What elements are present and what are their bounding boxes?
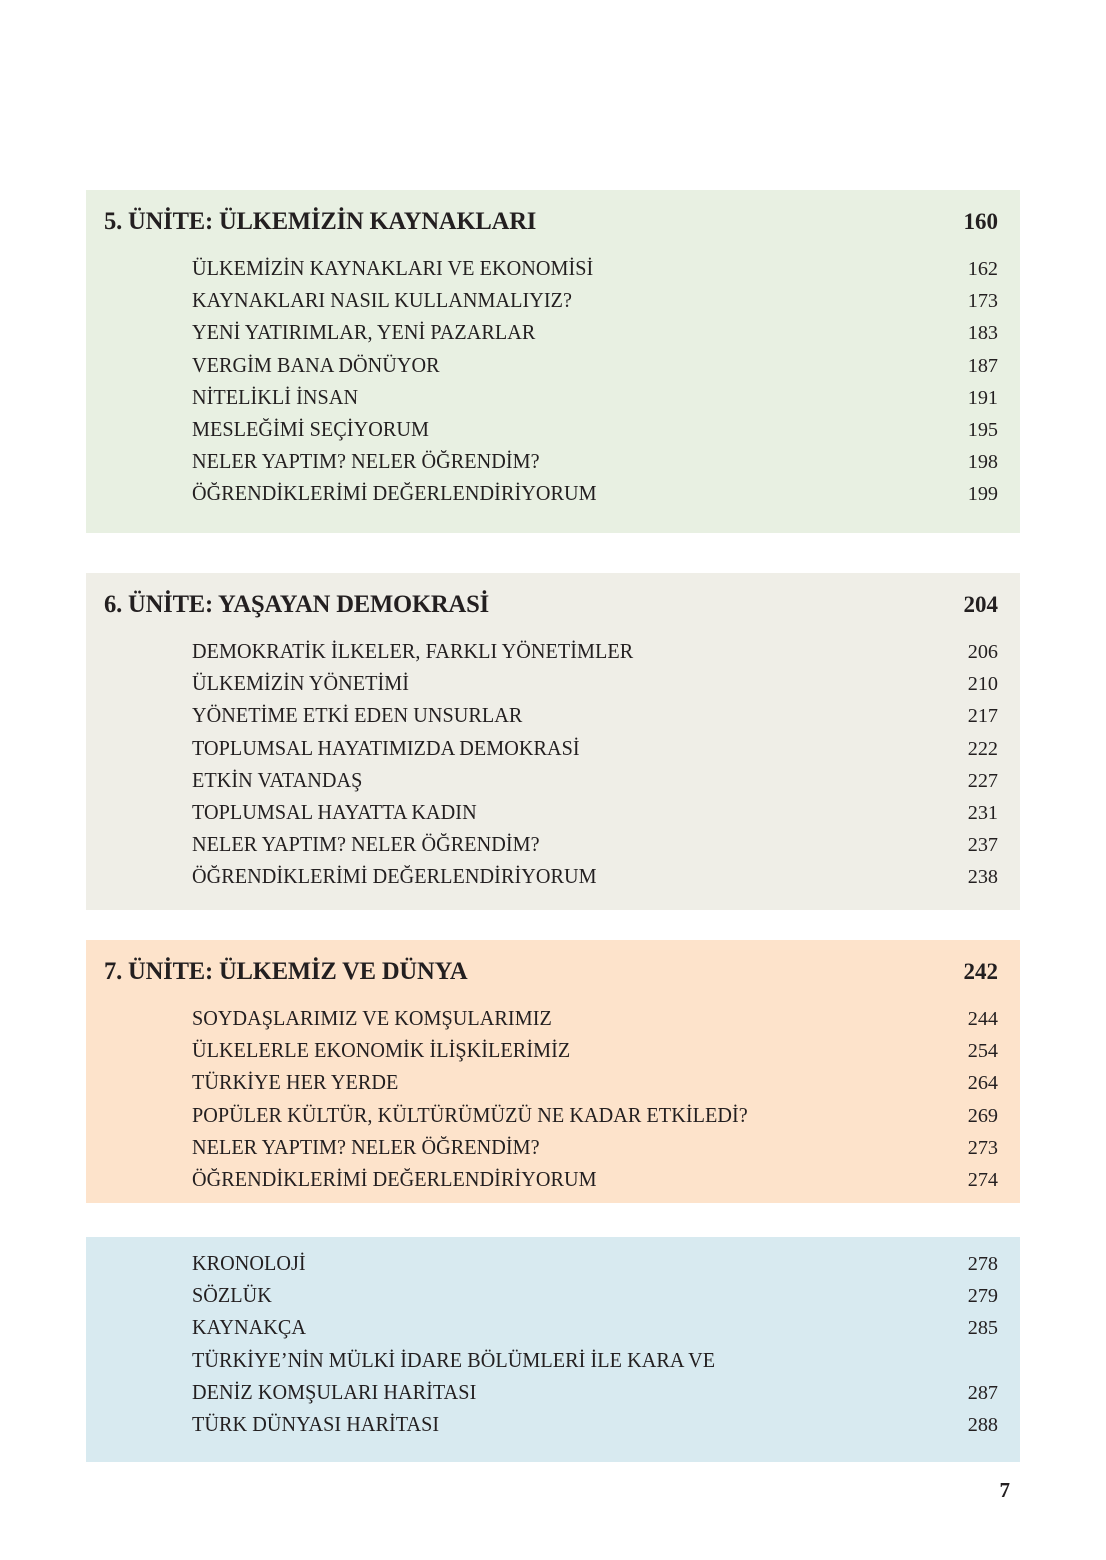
entry-title: DEMOKRATİK İLKELER, FARKLI YÖNETİMLER <box>192 641 634 663</box>
entry-title: ÖĞRENDİKLERİMİ DEĞERLENDİRİYORUM <box>192 483 597 506</box>
toc-entry[interactable] <box>192 258 998 290</box>
entry-title: ÖĞRENDİKLERİMİ DEĞERLENDİRİYORUM <box>192 866 597 889</box>
entry-title: ÜLKEMİZİN YÖNETİMİ <box>192 673 410 696</box>
toc-entry[interactable] <box>192 1040 998 1072</box>
toc-entry[interactable] <box>192 1414 998 1446</box>
toc-entry-wrapped-line[interactable] <box>192 1350 998 1382</box>
entry-page-number: 195 <box>967 418 998 441</box>
entry-title: TÜRKİYE’NİN MÜLKİ İDARE BÖLÜMLERİ İLE KARA VE <box>192 1349 716 1372</box>
unit-heading-page-number: 160 <box>963 209 998 234</box>
entry-page-number: 231 <box>967 801 998 824</box>
entry-title: SÖZLÜK <box>192 1285 272 1308</box>
entry-title: MESLEĞİMİ SEÇİYORUM <box>192 418 429 441</box>
unit-heading-title: 7. ÜNİTE: ÜLKEMİZ VE DÜNYA <box>104 956 468 985</box>
toc-entry[interactable] <box>192 866 998 898</box>
toc-entry[interactable] <box>192 770 998 802</box>
entry-page-number: 173 <box>967 290 998 313</box>
entry-page-number: 191 <box>967 386 998 409</box>
entry-page-number: 227 <box>967 769 998 792</box>
entry-page-number: 244 <box>967 1008 998 1030</box>
toc-entry[interactable] <box>192 483 998 515</box>
toc-entry[interactable] <box>192 322 998 354</box>
toc-entry[interactable] <box>192 355 998 387</box>
toc-entry[interactable] <box>192 802 998 834</box>
entry-page-number: 279 <box>967 1285 998 1308</box>
entry-page-number: 199 <box>967 483 998 506</box>
entry-page-number: 187 <box>967 354 998 377</box>
section-block-unit-7 <box>86 940 1020 1203</box>
entry-title: NELER YAPTIM? NELER ÖĞRENDİM? <box>192 451 540 474</box>
toc-entry[interactable] <box>192 1072 998 1104</box>
toc-entry[interactable] <box>192 673 998 705</box>
entry-title: ÜLKEMİZİN KAYNAKLARI VE EKONOMİSİ <box>192 258 594 280</box>
toc-entry[interactable] <box>192 1008 998 1040</box>
entry-title: TÜRK DÜNYASI HARİTASI <box>192 1413 440 1436</box>
entry-page-number: 273 <box>967 1136 998 1159</box>
entry-page-number: 269 <box>967 1104 998 1127</box>
entry-page-number: 238 <box>967 866 998 889</box>
toc-entry[interactable] <box>192 1253 998 1285</box>
entry-title: POPÜLER KÜLTÜR, KÜLTÜRÜMÜZÜ NE KADAR ETKİLEDİ? <box>192 1104 748 1127</box>
unit-heading-row-unit-5[interactable] <box>86 190 1020 258</box>
entry-title: ÖĞRENDİKLERİMİ DEĞERLENDİRİYORUM <box>192 1168 597 1191</box>
entry-page-number: 198 <box>967 451 998 474</box>
entry-title: ETKİN VATANDAŞ <box>192 769 363 792</box>
entry-title: TOPLUMSAL HAYATIMIZDA DEMOKRASİ <box>192 737 580 760</box>
unit-heading-page-number: 242 <box>963 959 998 984</box>
toc-entry[interactable] <box>192 641 998 673</box>
toc-entry[interactable] <box>192 1382 998 1414</box>
entry-page-number: 287 <box>967 1381 998 1404</box>
entry-page-number: 222 <box>967 737 998 760</box>
entry-title: ÜLKELERLE EKONOMİK İLİŞKİLERİMİZ <box>192 1040 571 1063</box>
unit-heading-row-unit-6[interactable] <box>86 573 1020 641</box>
section-block-unit-6 <box>86 573 1020 910</box>
entry-page-number: 254 <box>967 1040 998 1063</box>
toc-entry[interactable] <box>192 1285 998 1317</box>
toc-entry[interactable] <box>192 1317 998 1349</box>
entry-page-number: 237 <box>967 834 998 857</box>
entry-title: YENİ YATIRIMLAR, YENİ PAZARLAR <box>192 322 536 345</box>
entry-page-number: 288 <box>967 1413 998 1436</box>
toc-entry[interactable] <box>192 290 998 322</box>
entry-title: SOYDAŞLARIMIZ VE KOMŞULARIMIZ <box>192 1008 552 1030</box>
entry-page-number: 183 <box>967 322 998 345</box>
entry-title: NELER YAPTIM? NELER ÖĞRENDİM? <box>192 1136 540 1159</box>
entry-list-unit-7 <box>86 1008 1020 1201</box>
toc-entry[interactable] <box>192 705 998 737</box>
toc-entry[interactable] <box>192 451 998 483</box>
entry-title: KAYNAKLARI NASIL KULLANMALIYIZ? <box>192 290 573 313</box>
entry-page-number: 274 <box>967 1168 998 1191</box>
unit-heading-row-unit-7[interactable] <box>86 940 1020 1008</box>
section-block-unit-5 <box>86 190 1020 533</box>
entry-title: NELER YAPTIM? NELER ÖĞRENDİM? <box>192 834 540 857</box>
toc-entry[interactable] <box>192 387 998 419</box>
toc-entry[interactable] <box>192 1105 998 1137</box>
entry-page-number: 162 <box>967 258 998 280</box>
section-block-appendix <box>86 1237 1020 1462</box>
entry-title: DENİZ KOMŞULARI HARİTASI <box>192 1381 477 1404</box>
unit-heading-title: 6. ÜNİTE: YAŞAYAN DEMOKRASİ <box>104 589 489 618</box>
entry-list-appendix <box>86 1237 1020 1446</box>
entry-page-number: 217 <box>967 705 998 728</box>
entry-title: TÜRKİYE HER YERDE <box>192 1072 399 1095</box>
entry-page-number: 210 <box>967 673 998 696</box>
toc-entry[interactable] <box>192 419 998 451</box>
entry-title: NİTELİKLİ İNSAN <box>192 386 359 409</box>
entry-title: KRONOLOJİ <box>192 1253 306 1275</box>
toc-entry[interactable] <box>192 834 998 866</box>
entry-page-number: 278 <box>967 1253 998 1275</box>
entry-list-unit-5 <box>86 258 1020 516</box>
entry-title: YÖNETİME ETKİ EDEN UNSURLAR <box>192 705 523 728</box>
toc-entry[interactable] <box>192 1169 998 1201</box>
entry-page-number: 285 <box>967 1317 998 1340</box>
entry-page-number: 264 <box>967 1072 998 1095</box>
entry-title: KAYNAKÇA <box>192 1317 307 1340</box>
unit-heading-page-number: 204 <box>963 592 998 617</box>
unit-heading-title: 5. ÜNİTE: ÜLKEMİZİN KAYNAKLARI <box>104 206 537 235</box>
entry-list-unit-6 <box>86 641 1020 899</box>
entry-title: TOPLUMSAL HAYATTA KADIN <box>192 801 477 824</box>
entry-title: VERGİM BANA DÖNÜYOR <box>192 354 440 377</box>
toc-entry[interactable] <box>192 738 998 770</box>
page-number: 7 <box>999 1478 1010 1502</box>
entry-page-number: 206 <box>967 641 998 663</box>
toc-entry[interactable] <box>192 1137 998 1169</box>
